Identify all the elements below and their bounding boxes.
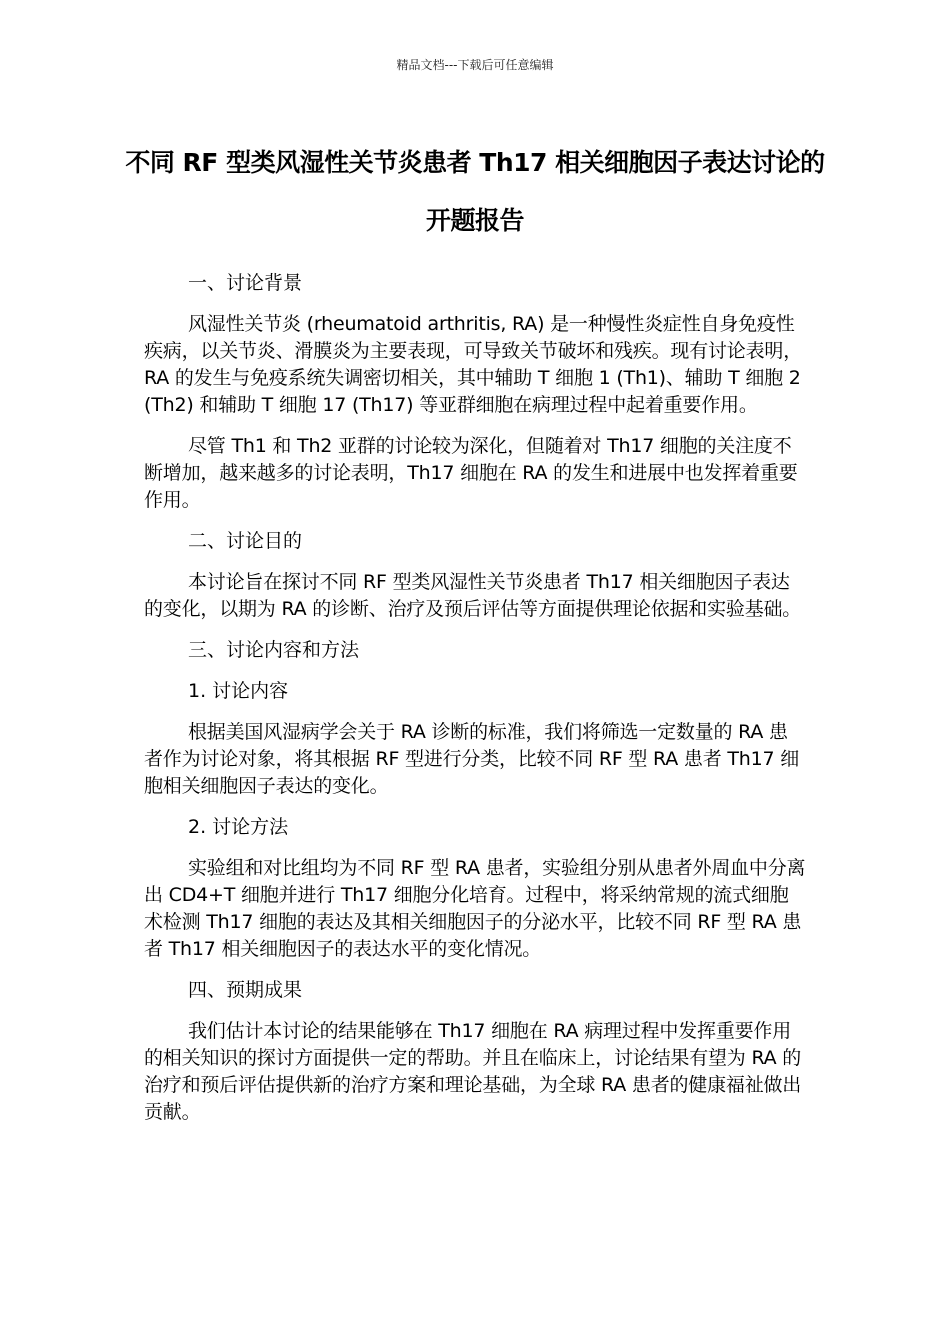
paragraph: 我们估计本讨论的结果能够在 Th17 细胞在 RA 病理过程中发挥重要作用的相关知识的探讨方面提供一定的帮助。并且在临床上，讨论结果有望为 RA 的治疗和预后评估提供新的治疗方案和理论基础，为全球 RA 患者的健康福祉做出贡献。 bbox=[144, 1020, 802, 1123]
document-title: 不同 RF 型类风湿性关节炎患者 Th17 相关细胞因子表达讨论的开题报告 bbox=[125, 148, 825, 235]
header-note: 精品文档---下载后可任意编辑 bbox=[396, 58, 554, 72]
subsection-heading: 2. 讨论方法 bbox=[188, 816, 289, 838]
section-heading: 二、讨论目的 bbox=[188, 530, 303, 552]
section-heading: 四、预期成果 bbox=[188, 979, 303, 1001]
paragraph: 根据美国风湿病学会关于 RA 诊断的标准，我们将筛选一定数量的 RA 患者作为讨论对象，将其根据 RF 型进行分类，比较不同 RF 型 RA 患者 Th17 细胞相关细胞因子表达的变化。 bbox=[144, 721, 800, 797]
paragraph: 实验组和对比组均为不同 RF 型 RA 患者，实验组分别从患者外周血中分离出 CD4+T 细胞并进行 Th17 细胞分化培育。过程中，将采纳常规的流式细胞术检测 Th17 细胞的表达及其相关细胞因子的分泌水平，比较不同 RF 型 RA 患者 Th17 相关细胞因子的表达水平的变化情况。 bbox=[144, 857, 806, 960]
section-heading: 三、讨论内容和方法 bbox=[188, 639, 360, 661]
section-heading: 一、讨论背景 bbox=[188, 272, 303, 294]
paragraph: 本讨论旨在探讨不同 RF 型类风湿性关节炎患者 Th17 相关细胞因子表达的变化，以期为 RA 的诊断、治疗及预后评估等方面提供理论依据和实验基础。 bbox=[144, 571, 802, 620]
subsection-heading: 1. 讨论内容 bbox=[188, 680, 289, 702]
paragraph: 尽管 Th1 和 Th2 亚群的讨论较为深化，但随着对 Th17 细胞的关注度不断增加，越来越多的讨论表明，Th17 细胞在 RA 的发生和进展中也发挥着重要作用。 bbox=[144, 435, 798, 511]
paragraph: 风湿性关节炎 (rheumatoid arthritis, RA) 是一种慢性炎症性自身免疫性疾病，以关节炎、滑膜炎为主要表现，可导致关节破坏和残疾。现有讨论表明，RA 的发生与免疫系统失调密切相关，其中辅助 T 细胞 1 (Th1)、辅助 T 细胞 2 (Th2) 和辅助 T 细胞 17 (Th17) 等亚群细胞在病理过程中起着重要作用。 bbox=[144, 313, 803, 416]
document-body bbox=[144, 270, 806, 1140]
